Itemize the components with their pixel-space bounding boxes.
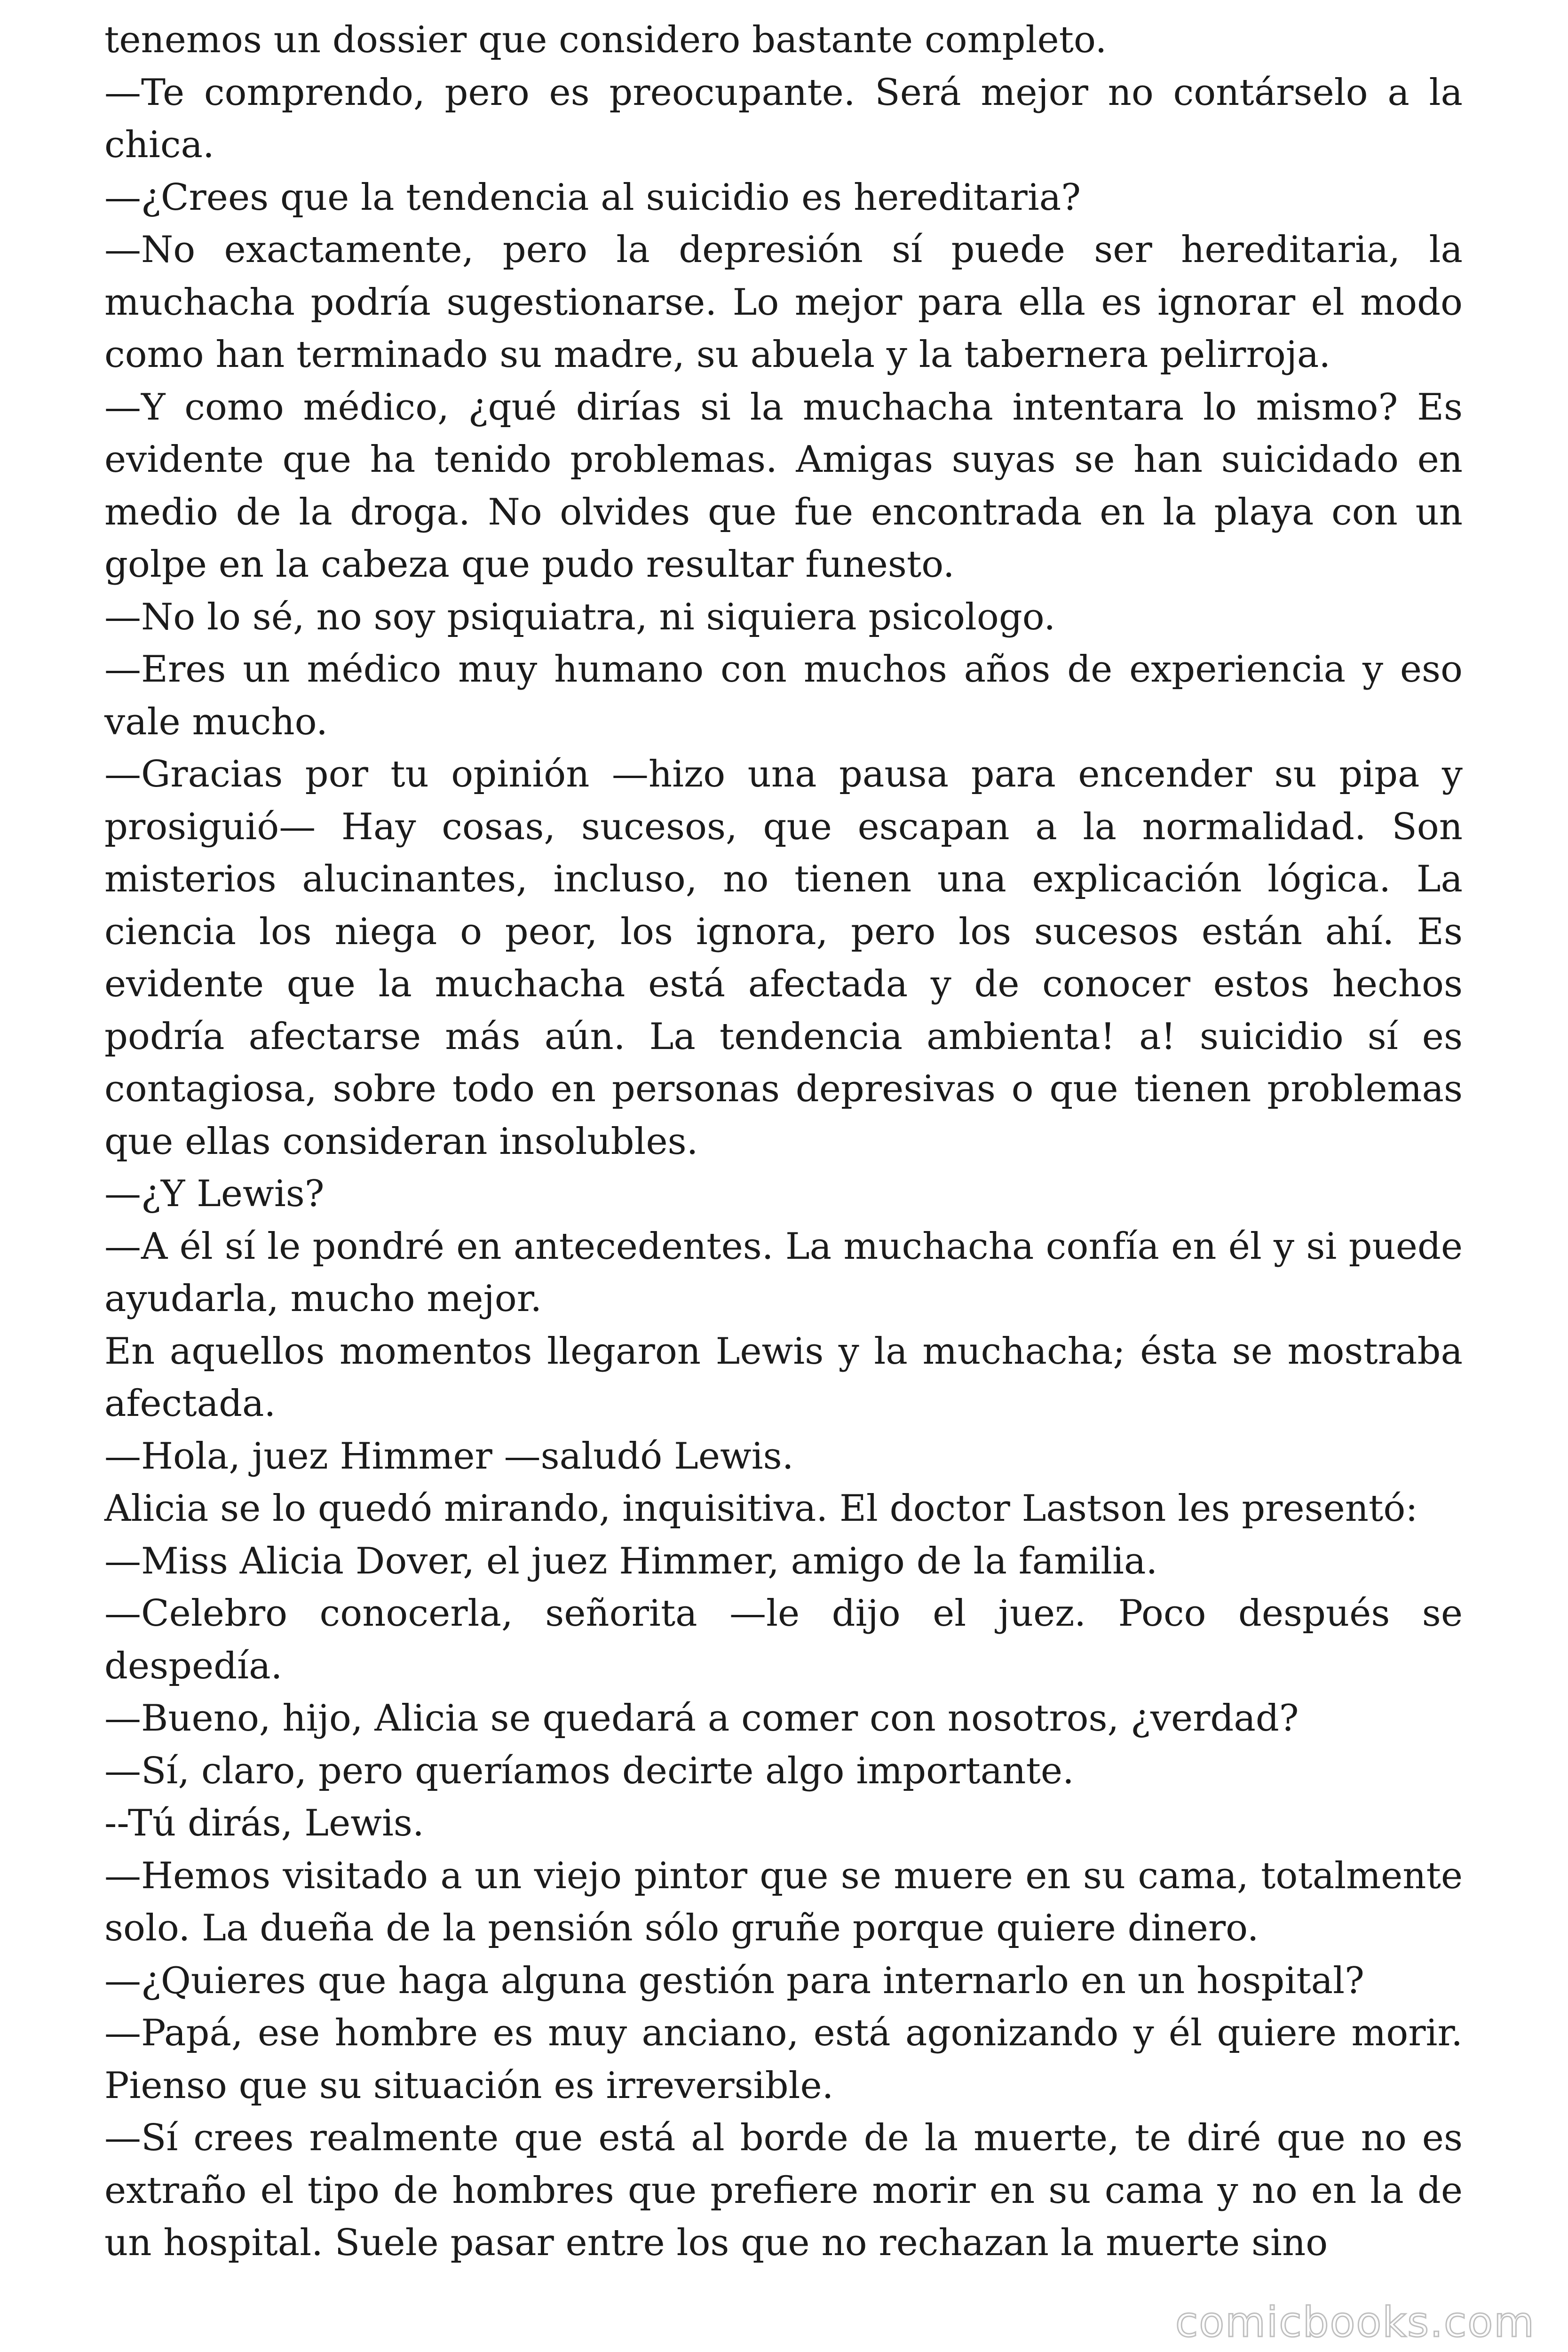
paragraph: —No exactamente, pero la depresión sí puede ser hereditaria, la muchacha podría sugestionarse. Lo mejor para ella es ignorar el modo como han terminado su madre, su abuela y la tabernera pelirroja. bbox=[104, 229, 1463, 376]
paragraph: tenemos un dossier que considero bastante completo. bbox=[104, 19, 1107, 61]
paragraph: —Bueno, hijo, Alicia se quedará a comer con nosotros, ¿verdad? bbox=[104, 1697, 1299, 1740]
site-watermark: comicbooks.com bbox=[1175, 2298, 1535, 2346]
paragraph: —Hemos visitado a un viejo pintor que se muere en su cama, totalmente solo. La dueña de la pensión sólo gruñe porque quiere dinero. bbox=[104, 1854, 1463, 1949]
paragraph: —Hola, juez Himmer —saludó Lewis. bbox=[104, 1435, 794, 1478]
paragraph: Alicia se lo quedó mirando, inquisitiva. El doctor Lastson les presentó: bbox=[104, 1487, 1418, 1530]
paragraph: —Papá, ese hombre es muy anciano, está agonizando y él quiere morir. Pienso que su situación es irreversible. bbox=[104, 2012, 1463, 2107]
paragraph: —Celebro conocerla, señorita —le dijo el juez. Poco después se despedía. bbox=[104, 1592, 1463, 1687]
paragraph: —Eres un médico muy humano con muchos años de experiencia y eso vale mucho. bbox=[104, 648, 1463, 743]
paragraph: —Gracias por tu opinión —hizo una pausa para encender su pipa y prosiguió— Hay cosas, sucesos, que escapan a la normalidad. Son misterios alucinantes, incluso, no tienen una explicación lógica. La ciencia los niega o peor, los ignora, pero los sucesos están ahí. Es evidente que la muchacha está afectada y de conocer estos hechos podría afectarse más aún. La tendencia ambienta! a! suicidio sí es contagiosa, sobre todo en personas depresivas o que tienen problemas que ellas consideran insolubles. bbox=[104, 753, 1463, 1163]
body-text bbox=[104, 14, 1463, 2270]
paragraph: —¿Crees que la tendencia al suicidio es hereditaria? bbox=[104, 176, 1081, 219]
paragraph: —¿Quieres que haga alguna gestión para internarlo en un hospital? bbox=[104, 1959, 1364, 2002]
paragraph: --Tú dirás, Lewis. bbox=[104, 1802, 424, 1844]
paragraph: —No lo sé, no soy psiquiatra, ni siquiera psicologo. bbox=[104, 596, 1056, 638]
paragraph: —Te comprendo, pero es preocupante. Será mejor no contárselo a la chica. bbox=[104, 71, 1463, 166]
paragraph: —Sí, claro, pero queríamos decirte algo importante. bbox=[104, 1749, 1074, 1792]
paragraph: —Miss Alicia Dover, el juez Himmer, amigo de la familia. bbox=[104, 1540, 1158, 1582]
paragraph: —A él sí le pondré en antecedentes. La muchacha confía en él y si puede ayudarla, mucho mejor. bbox=[104, 1225, 1463, 1320]
paragraph: —¿Y Lewis? bbox=[104, 1173, 325, 1215]
paragraph: En aquellos momentos llegaron Lewis y la muchacha; ésta se mostraba afectada. bbox=[104, 1330, 1463, 1425]
paragraph: —Sí crees realmente que está al borde de la muerte, te diré que no es extraño el tipo de hombres que prefiere morir en su cama y no en la de un hospital. Suele pasar entre los que no rechazan la muerte sino bbox=[104, 2117, 1463, 2264]
paragraph: —Y como médico, ¿qué dirías si la muchacha intentara lo mismo? Es evidente que ha tenido problemas. Amigas suyas se han suicidado en medio de la droga. No olvides que fue encontrada en la playa con un golpe en la cabeza que pudo resultar funesto. bbox=[104, 386, 1463, 586]
